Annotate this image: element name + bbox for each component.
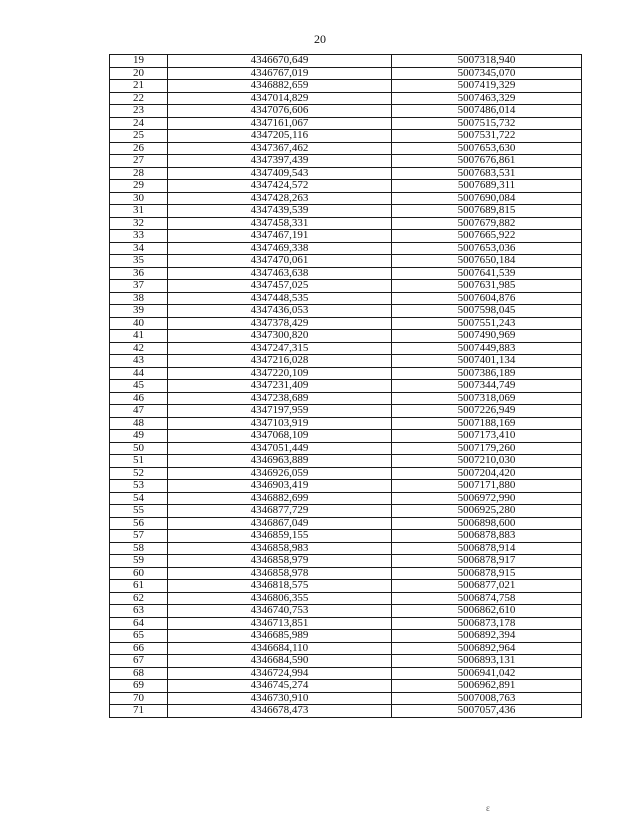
table-row — [110, 517, 582, 530]
x-coordinate-cell: 4346963,889 — [168, 455, 392, 468]
point-number-cell: 25 — [110, 130, 168, 143]
point-number-cell: 49 — [110, 430, 168, 443]
point-number-cell: 39 — [110, 305, 168, 318]
point-number-cell: 31 — [110, 205, 168, 218]
point-number-cell: 32 — [110, 217, 168, 230]
table-row — [110, 692, 582, 705]
point-number-cell: 21 — [110, 80, 168, 93]
y-coordinate-cell: 5007210,030 — [392, 455, 582, 468]
y-coordinate-cell: 5007419,329 — [392, 80, 582, 93]
x-coordinate-cell: 4347068,109 — [168, 430, 392, 443]
x-coordinate-cell: 4347216,028 — [168, 355, 392, 368]
y-coordinate-cell: 5007188,169 — [392, 417, 582, 430]
table-row — [110, 130, 582, 143]
y-coordinate-cell: 5007653,036 — [392, 242, 582, 255]
table-row — [110, 680, 582, 693]
x-coordinate-cell: 4347458,331 — [168, 217, 392, 230]
y-coordinate-cell: 5007641,539 — [392, 267, 582, 280]
y-coordinate-cell: 5007179,260 — [392, 442, 582, 455]
page-number: 20 — [314, 32, 326, 46]
y-coordinate-cell: 5007631,985 — [392, 280, 582, 293]
y-coordinate-cell: 5007318,940 — [392, 55, 582, 68]
table-row — [110, 655, 582, 668]
point-number-cell: 66 — [110, 642, 168, 655]
x-coordinate-cell: 4347220,109 — [168, 367, 392, 380]
point-number-cell: 34 — [110, 242, 168, 255]
y-coordinate-cell: 5007676,861 — [392, 155, 582, 168]
table-row — [110, 580, 582, 593]
table-row — [110, 267, 582, 280]
point-number-cell: 70 — [110, 692, 168, 705]
point-number-cell: 45 — [110, 380, 168, 393]
table-row — [110, 255, 582, 268]
y-coordinate-cell: 5007226,949 — [392, 405, 582, 418]
x-coordinate-cell: 4346684,590 — [168, 655, 392, 668]
table-row — [110, 442, 582, 455]
table-row — [110, 242, 582, 255]
x-coordinate-cell: 4347205,116 — [168, 130, 392, 143]
point-number-cell: 52 — [110, 467, 168, 480]
x-coordinate-cell: 4347378,429 — [168, 317, 392, 330]
x-coordinate-cell: 4346867,049 — [168, 517, 392, 530]
table-row — [110, 355, 582, 368]
table-row — [110, 567, 582, 580]
point-number-cell: 60 — [110, 567, 168, 580]
table-row — [110, 417, 582, 430]
table-row — [110, 492, 582, 505]
y-coordinate-cell: 5007531,722 — [392, 130, 582, 143]
y-coordinate-cell: 5007386,189 — [392, 367, 582, 380]
x-coordinate-cell: 4347448,535 — [168, 292, 392, 305]
point-number-cell: 71 — [110, 705, 168, 718]
point-number-cell: 63 — [110, 605, 168, 618]
x-coordinate-cell: 4346882,659 — [168, 80, 392, 93]
x-coordinate-cell: 4347238,689 — [168, 392, 392, 405]
table-row — [110, 305, 582, 318]
table-row — [110, 205, 582, 218]
y-coordinate-cell: 5007604,876 — [392, 292, 582, 305]
table-row — [110, 105, 582, 118]
table-row — [110, 55, 582, 68]
x-coordinate-cell: 4347457,025 — [168, 280, 392, 293]
y-coordinate-cell: 5006878,883 — [392, 530, 582, 543]
x-coordinate-cell: 4346740,753 — [168, 605, 392, 618]
y-coordinate-cell: 5007345,070 — [392, 67, 582, 80]
point-number-cell: 33 — [110, 230, 168, 243]
table-row — [110, 405, 582, 418]
table-row — [110, 605, 582, 618]
table-row — [110, 80, 582, 93]
point-number-cell: 48 — [110, 417, 168, 430]
table-row — [110, 317, 582, 330]
x-coordinate-cell: 4346724,994 — [168, 667, 392, 680]
y-coordinate-cell: 5007204,420 — [392, 467, 582, 480]
point-number-cell: 51 — [110, 455, 168, 468]
y-coordinate-cell: 5006892,964 — [392, 642, 582, 655]
x-coordinate-cell: 4347467,191 — [168, 230, 392, 243]
table-row — [110, 330, 582, 343]
table-row — [110, 367, 582, 380]
y-coordinate-cell: 5006873,178 — [392, 617, 582, 630]
coordinates-table — [109, 54, 582, 718]
x-coordinate-cell: 4347428,263 — [168, 192, 392, 205]
x-coordinate-cell: 4346684,110 — [168, 642, 392, 655]
x-coordinate-cell: 4346745,274 — [168, 680, 392, 693]
x-coordinate-cell: 4347197,959 — [168, 405, 392, 418]
x-coordinate-cell: 4346858,979 — [168, 555, 392, 568]
x-coordinate-cell: 4346858,983 — [168, 542, 392, 555]
y-coordinate-cell: 5007551,243 — [392, 317, 582, 330]
y-coordinate-cell: 5006962,891 — [392, 680, 582, 693]
y-coordinate-cell: 5006878,915 — [392, 567, 582, 580]
y-coordinate-cell: 5006972,990 — [392, 492, 582, 505]
table-row — [110, 380, 582, 393]
table-row — [110, 455, 582, 468]
y-coordinate-cell: 5007463,329 — [392, 92, 582, 105]
y-coordinate-cell: 5007653,630 — [392, 142, 582, 155]
point-number-cell: 55 — [110, 505, 168, 518]
point-number-cell: 20 — [110, 67, 168, 80]
x-coordinate-cell: 4347470,061 — [168, 255, 392, 268]
table-row — [110, 392, 582, 405]
table-row — [110, 292, 582, 305]
point-number-cell: 69 — [110, 680, 168, 693]
y-coordinate-cell: 5007490,969 — [392, 330, 582, 343]
point-number-cell: 47 — [110, 405, 168, 418]
point-number-cell: 61 — [110, 580, 168, 593]
point-number-cell: 62 — [110, 592, 168, 605]
y-coordinate-cell: 5007171,880 — [392, 480, 582, 493]
table-row — [110, 530, 582, 543]
x-coordinate-cell: 4347439,539 — [168, 205, 392, 218]
y-coordinate-cell: 5007683,531 — [392, 167, 582, 180]
point-number-cell: 28 — [110, 167, 168, 180]
x-coordinate-cell: 4347014,829 — [168, 92, 392, 105]
table-row — [110, 630, 582, 643]
y-coordinate-cell: 5006862,610 — [392, 605, 582, 618]
point-number-cell: 37 — [110, 280, 168, 293]
y-coordinate-cell: 5006893,131 — [392, 655, 582, 668]
table-row — [110, 480, 582, 493]
point-number-cell: 67 — [110, 655, 168, 668]
y-coordinate-cell: 5006941,042 — [392, 667, 582, 680]
point-number-cell: 58 — [110, 542, 168, 555]
table-row — [110, 67, 582, 80]
table-row — [110, 342, 582, 355]
x-coordinate-cell: 4346730,910 — [168, 692, 392, 705]
x-coordinate-cell: 4347463,638 — [168, 267, 392, 280]
table-row — [110, 705, 582, 718]
point-number-cell: 42 — [110, 342, 168, 355]
y-coordinate-cell: 5007449,883 — [392, 342, 582, 355]
coordinates-table-body — [110, 55, 582, 718]
x-coordinate-cell: 4346767,019 — [168, 67, 392, 80]
x-coordinate-cell: 4347367,462 — [168, 142, 392, 155]
y-coordinate-cell: 5006892,394 — [392, 630, 582, 643]
table-row — [110, 542, 582, 555]
x-coordinate-cell: 4347436,053 — [168, 305, 392, 318]
point-number-cell: 26 — [110, 142, 168, 155]
point-number-cell: 38 — [110, 292, 168, 305]
point-number-cell: 30 — [110, 192, 168, 205]
y-coordinate-cell: 5006878,914 — [392, 542, 582, 555]
x-coordinate-cell: 4346818,575 — [168, 580, 392, 593]
point-number-cell: 19 — [110, 55, 168, 68]
point-number-cell: 36 — [110, 267, 168, 280]
y-coordinate-cell: 5007344,749 — [392, 380, 582, 393]
point-number-cell: 24 — [110, 117, 168, 130]
x-coordinate-cell: 4347300,820 — [168, 330, 392, 343]
x-coordinate-cell: 4347051,449 — [168, 442, 392, 455]
y-coordinate-cell: 5007689,311 — [392, 180, 582, 193]
point-number-cell: 41 — [110, 330, 168, 343]
table-row — [110, 230, 582, 243]
point-number-cell: 44 — [110, 367, 168, 380]
x-coordinate-cell: 4347424,572 — [168, 180, 392, 193]
y-coordinate-cell: 5006898,600 — [392, 517, 582, 530]
x-coordinate-cell: 4347397,439 — [168, 155, 392, 168]
point-number-cell: 27 — [110, 155, 168, 168]
y-coordinate-cell: 5007486,014 — [392, 105, 582, 118]
x-coordinate-cell: 4347469,338 — [168, 242, 392, 255]
handwritten-mark: ε — [486, 803, 490, 813]
point-number-cell: 53 — [110, 480, 168, 493]
x-coordinate-cell: 4346713,851 — [168, 617, 392, 630]
x-coordinate-cell: 4346670,649 — [168, 55, 392, 68]
y-coordinate-cell: 5007401,134 — [392, 355, 582, 368]
x-coordinate-cell: 4346882,699 — [168, 492, 392, 505]
y-coordinate-cell: 5007515,732 — [392, 117, 582, 130]
point-number-cell: 22 — [110, 92, 168, 105]
x-coordinate-cell: 4346806,355 — [168, 592, 392, 605]
x-coordinate-cell: 4347103,919 — [168, 417, 392, 430]
table-row — [110, 92, 582, 105]
x-coordinate-cell: 4347161,067 — [168, 117, 392, 130]
y-coordinate-cell: 5007690,084 — [392, 192, 582, 205]
y-coordinate-cell: 5007008,763 — [392, 692, 582, 705]
y-coordinate-cell: 5007689,815 — [392, 205, 582, 218]
point-number-cell: 57 — [110, 530, 168, 543]
y-coordinate-cell: 5007665,922 — [392, 230, 582, 243]
x-coordinate-cell: 4346903,419 — [168, 480, 392, 493]
point-number-cell: 43 — [110, 355, 168, 368]
y-coordinate-cell: 5007679,882 — [392, 217, 582, 230]
y-coordinate-cell: 5007173,410 — [392, 430, 582, 443]
point-number-cell: 35 — [110, 255, 168, 268]
point-number-cell: 59 — [110, 555, 168, 568]
table-row — [110, 592, 582, 605]
y-coordinate-cell: 5006874,758 — [392, 592, 582, 605]
y-coordinate-cell: 5006878,917 — [392, 555, 582, 568]
x-coordinate-cell: 4346678,473 — [168, 705, 392, 718]
x-coordinate-cell: 4346858,978 — [168, 567, 392, 580]
x-coordinate-cell: 4346926,059 — [168, 467, 392, 480]
x-coordinate-cell: 4347247,315 — [168, 342, 392, 355]
y-coordinate-cell: 5007650,184 — [392, 255, 582, 268]
x-coordinate-cell: 4347231,409 — [168, 380, 392, 393]
point-number-cell: 65 — [110, 630, 168, 643]
point-number-cell: 23 — [110, 105, 168, 118]
table-row — [110, 167, 582, 180]
table-row — [110, 142, 582, 155]
x-coordinate-cell: 4346877,729 — [168, 505, 392, 518]
point-number-cell: 56 — [110, 517, 168, 530]
x-coordinate-cell: 4347076,606 — [168, 105, 392, 118]
y-coordinate-cell: 5006925,280 — [392, 505, 582, 518]
y-coordinate-cell: 5007057,436 — [392, 705, 582, 718]
point-number-cell: 50 — [110, 442, 168, 455]
point-number-cell: 40 — [110, 317, 168, 330]
x-coordinate-cell: 4346685,989 — [168, 630, 392, 643]
table-row — [110, 467, 582, 480]
point-number-cell: 29 — [110, 180, 168, 193]
table-row — [110, 117, 582, 130]
point-number-cell: 64 — [110, 617, 168, 630]
table-row — [110, 667, 582, 680]
table-row — [110, 555, 582, 568]
point-number-cell: 68 — [110, 667, 168, 680]
y-coordinate-cell: 5007598,045 — [392, 305, 582, 318]
table-row — [110, 217, 582, 230]
table-row — [110, 280, 582, 293]
table-row — [110, 642, 582, 655]
y-coordinate-cell: 5007318,069 — [392, 392, 582, 405]
table-row — [110, 155, 582, 168]
x-coordinate-cell: 4347409,543 — [168, 167, 392, 180]
point-number-cell: 54 — [110, 492, 168, 505]
x-coordinate-cell: 4346859,155 — [168, 530, 392, 543]
table-row — [110, 180, 582, 193]
table-row — [110, 430, 582, 443]
table-row — [110, 505, 582, 518]
point-number-cell: 46 — [110, 392, 168, 405]
table-row — [110, 192, 582, 205]
y-coordinate-cell: 5006877,021 — [392, 580, 582, 593]
table-row — [110, 617, 582, 630]
